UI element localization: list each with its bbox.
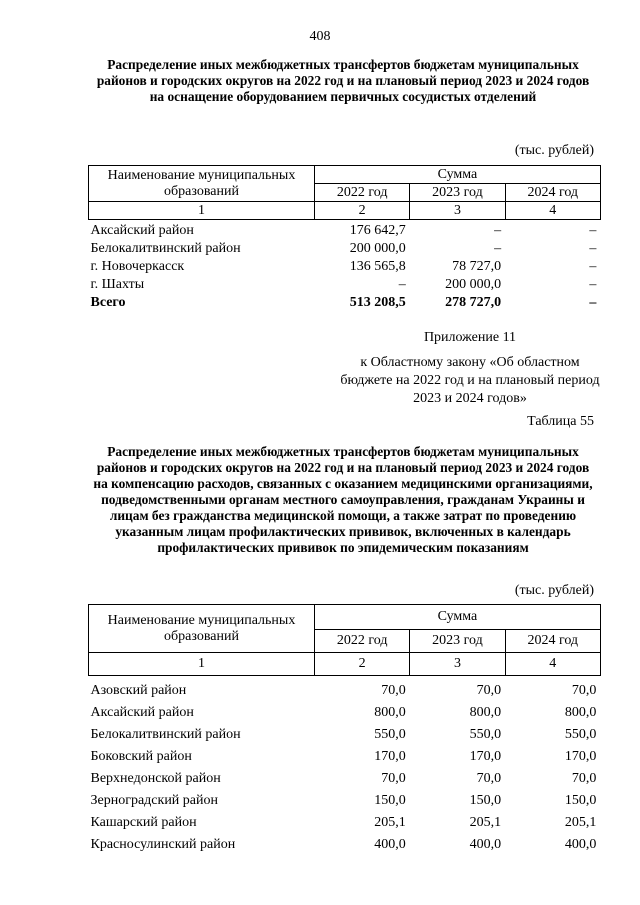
appendix-text: к Областному закону «Об областном бюджете на 2022 год и на плановый период 2023 и 2024 годов» xyxy=(340,355,600,406)
value-2023: – xyxy=(494,241,502,256)
table-row xyxy=(89,702,601,724)
name-column-header: Наименование муниципальных образований xyxy=(89,605,315,653)
table-row xyxy=(89,724,601,746)
value-2022: 800,0 xyxy=(374,705,406,720)
section2-units: (тыс. рублей) xyxy=(514,583,594,598)
name-column-header: Наименование муниципальных образований xyxy=(89,166,315,202)
column-number: 3 xyxy=(410,653,505,676)
table-row xyxy=(89,240,601,258)
value-2022: 400,0 xyxy=(374,837,406,852)
value-2023: – xyxy=(494,223,502,238)
year-header: 2024 год xyxy=(505,184,600,202)
table-row xyxy=(89,220,601,241)
total-2022: 513 208,5 xyxy=(349,295,406,310)
municipality-name: Азовский район xyxy=(90,683,187,698)
column-number: 1 xyxy=(89,202,315,220)
value-2022: 176 642,7 xyxy=(349,223,406,238)
municipality-name: Кашарский район xyxy=(90,815,197,830)
year-header: 2023 год xyxy=(410,630,505,653)
value-2022: 70,0 xyxy=(381,683,406,698)
total-2024: – xyxy=(589,295,597,310)
value-2022: 170,0 xyxy=(374,749,406,764)
value-2022: – xyxy=(398,277,406,292)
table-row xyxy=(89,276,601,294)
municipality-name: Красносулинский район xyxy=(90,837,236,852)
value-2022: 200 000,0 xyxy=(349,241,406,256)
column-number: 3 xyxy=(410,202,505,220)
value-2024: – xyxy=(589,259,597,274)
value-2024: 70,0 xyxy=(571,683,597,698)
table-row xyxy=(89,746,601,768)
column-number: 1 xyxy=(89,653,315,676)
value-2022: 70,0 xyxy=(381,771,406,786)
value-2023: 400,0 xyxy=(469,837,502,852)
value-2023: 205,1 xyxy=(469,815,502,830)
table-row xyxy=(89,834,601,856)
section1-table xyxy=(88,165,601,312)
year-header: 2022 год xyxy=(315,184,410,202)
year-header: 2023 год xyxy=(410,184,505,202)
value-2022: 205,1 xyxy=(374,815,406,830)
value-2023: 150,0 xyxy=(469,793,502,808)
value-2024: – xyxy=(589,241,597,256)
value-2024: – xyxy=(589,223,597,238)
municipality-name: Верхнедонской район xyxy=(90,771,221,786)
total-label: Всего xyxy=(90,295,126,310)
value-2022: 550,0 xyxy=(374,727,406,742)
column-number: 2 xyxy=(315,653,410,676)
page-number: 408 xyxy=(309,29,331,44)
table-row xyxy=(89,768,601,790)
column-number: 4 xyxy=(505,202,600,220)
value-2023: 200 000,0 xyxy=(445,277,502,292)
value-2024: 150,0 xyxy=(564,793,597,808)
value-2024: 170,0 xyxy=(564,749,597,764)
total-2023: 278 727,0 xyxy=(445,295,502,310)
table-row xyxy=(89,258,601,276)
value-2024: 70,0 xyxy=(571,771,597,786)
value-2023: 800,0 xyxy=(469,705,502,720)
value-2024: 800,0 xyxy=(564,705,597,720)
table-number: Таблица 55 xyxy=(527,414,594,429)
value-2023: 170,0 xyxy=(469,749,502,764)
value-2024: – xyxy=(589,277,597,292)
value-2023: 550,0 xyxy=(469,727,502,742)
value-2024: 400,0 xyxy=(564,837,597,852)
section1-units: (тыс. рублей) xyxy=(514,143,594,158)
table-row xyxy=(89,676,601,703)
value-2024: 550,0 xyxy=(564,727,597,742)
municipality-name: Аксайский район xyxy=(90,223,194,238)
municipality-name: г. Новочеркасск xyxy=(90,259,185,274)
municipality-name: Белокалитвинский район xyxy=(90,241,241,256)
municipality-name: Боковский район xyxy=(90,749,192,764)
table-row xyxy=(89,790,601,812)
sum-column-header: Сумма xyxy=(315,605,601,630)
municipality-name: Аксайский район xyxy=(90,705,194,720)
year-header: 2024 год xyxy=(505,630,600,653)
value-2022: 150,0 xyxy=(374,793,406,808)
column-number: 4 xyxy=(505,653,600,676)
table-row xyxy=(89,812,601,834)
section2-title: Распределение иных межбюджетных трансфертов бюджетам муниципальных районов и городских округов на 2022 год и на плановый период 2023 и 2024 годов на компенсацию расходов, связанных с оказанием медицинскими организациями, подведомственными органам местного самоуправления, гражданам Украины и лицам без гражданства медицинской помощи, а также затрат по проведению указанным лицам профилактических прививок, включенных в календарь профилактических прививок по эпидемическим показаниям xyxy=(93,444,593,555)
year-header: 2022 год xyxy=(315,630,410,653)
value-2023: 78 727,0 xyxy=(452,259,502,274)
section1-title: Распределение иных межбюджетных трансфертов бюджетам муниципальных районов и городских округов на 2022 год и на плановый период 2023 и 2024 годов на оснащение оборудованием первичных сосудистых отделений xyxy=(96,57,590,104)
sum-column-header: Сумма xyxy=(315,166,601,184)
municipality-name: Зерноградский район xyxy=(90,793,218,808)
municipality-name: г. Шахты xyxy=(90,277,145,292)
value-2022: 136 565,8 xyxy=(349,259,406,274)
column-number: 2 xyxy=(315,202,410,220)
value-2023: 70,0 xyxy=(476,771,502,786)
value-2023: 70,0 xyxy=(476,683,502,698)
appendix-label: Приложение 11 xyxy=(423,330,517,345)
section2-table xyxy=(88,604,601,856)
total-row xyxy=(89,294,601,312)
municipality-name: Белокалитвинский район xyxy=(90,727,241,742)
value-2024: 205,1 xyxy=(564,815,597,830)
